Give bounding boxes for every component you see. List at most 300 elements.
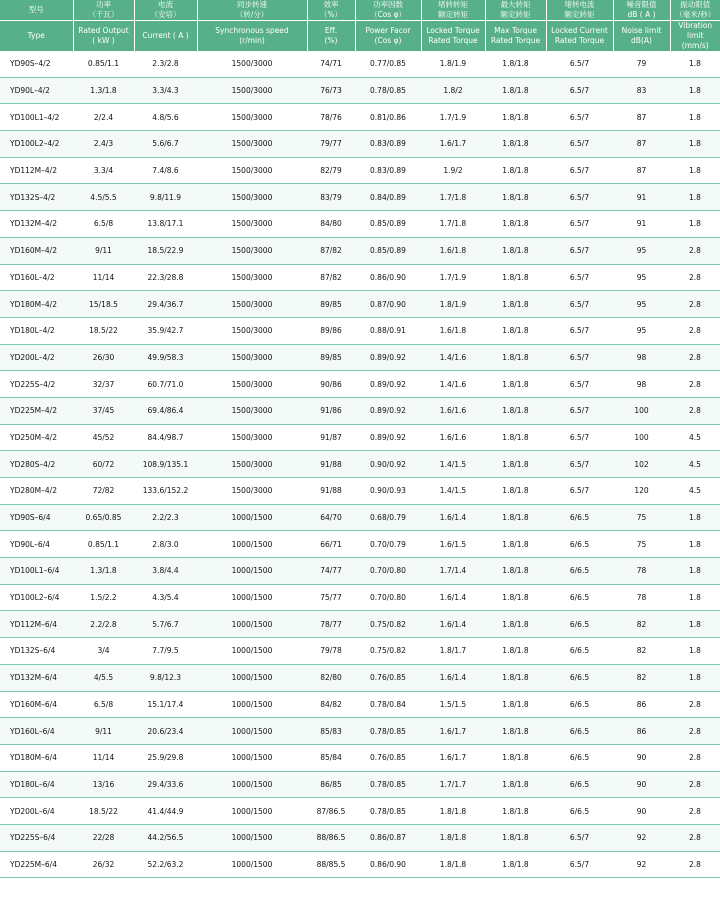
cell-type: YD200L–6/4 (0, 798, 73, 825)
header-locked-current-en: Locked Current Rated Torque (546, 21, 613, 52)
table-row (0, 611, 720, 638)
cell-efficiency: 89/85 (307, 344, 355, 371)
cell-vibration: 2.8 (670, 291, 720, 318)
cell-locked-current: 6.5/7 (546, 237, 613, 264)
cell-locked-current: 6.5/7 (546, 851, 613, 878)
cell-efficiency: 90/86 (307, 371, 355, 398)
cell-efficiency: 76/73 (307, 77, 355, 104)
cell-speed: 1000/1500 (197, 824, 307, 851)
cell-current: 9.8/12.3 (134, 664, 197, 691)
cell-type: YD132M–6/4 (0, 664, 73, 691)
cell-current: 2.8/3.0 (134, 531, 197, 558)
header-vibration-en: Vibration limit (mm/s) (670, 21, 720, 52)
cell-speed: 1500/3000 (197, 184, 307, 211)
cell-locked-current: 6/6.5 (546, 664, 613, 691)
cell-locked-current: 6.5/7 (546, 264, 613, 291)
cell-power-factor: 0.88/0.91 (355, 317, 421, 344)
cell-rated-output: 1.5/2.2 (73, 584, 134, 611)
cell-vibration: 1.8 (670, 531, 720, 558)
cell-vibration: 1.8 (670, 157, 720, 184)
table-row (0, 237, 720, 264)
cell-power-factor: 0.81/0.86 (355, 104, 421, 131)
cell-efficiency: 78/76 (307, 104, 355, 131)
cell-speed: 1500/3000 (197, 478, 307, 505)
table-row (0, 317, 720, 344)
cell-rated-output: 0.65/0.85 (73, 504, 134, 531)
cell-locked-torque: 1.6/1.7 (421, 744, 485, 771)
cell-current: 2.3/2.8 (134, 51, 197, 77)
header-power-factor-cn: 功率因数 （Cos φ） (355, 0, 421, 21)
cell-current: 60.7/71.0 (134, 371, 197, 398)
cell-speed: 1000/1500 (197, 851, 307, 878)
cell-locked-torque: 1.7/1.8 (421, 211, 485, 238)
cell-locked-current: 6.5/7 (546, 104, 613, 131)
cell-type: YD132S–6/4 (0, 638, 73, 665)
cell-power-factor: 0.85/0.89 (355, 237, 421, 264)
cell-noise: 82 (613, 611, 670, 638)
table-row (0, 131, 720, 158)
cell-speed: 1500/3000 (197, 51, 307, 77)
cell-vibration: 1.8 (670, 104, 720, 131)
cell-max-torque: 1.8/1.8 (485, 851, 546, 878)
cell-current: 29.4/33.6 (134, 771, 197, 798)
cell-locked-torque: 1.6/1.5 (421, 531, 485, 558)
cell-locked-torque: 1.4/1.5 (421, 451, 485, 478)
cell-type: YD160M–4/2 (0, 237, 73, 264)
cell-type: YD160L–6/4 (0, 718, 73, 745)
cell-power-factor: 0.76/0.85 (355, 664, 421, 691)
cell-locked-torque: 1.6/1.4 (421, 504, 485, 531)
table-row (0, 291, 720, 318)
cell-current: 29.4/36.7 (134, 291, 197, 318)
cell-noise: 82 (613, 638, 670, 665)
cell-current: 41.4/44.9 (134, 798, 197, 825)
cell-current: 84.4/98.7 (134, 424, 197, 451)
cell-max-torque: 1.8/1.8 (485, 104, 546, 131)
cell-speed: 1500/3000 (197, 264, 307, 291)
cell-vibration: 2.8 (670, 851, 720, 878)
cell-efficiency: 91/86 (307, 397, 355, 424)
cell-locked-torque: 1.6/1.6 (421, 397, 485, 424)
cell-max-torque: 1.8/1.8 (485, 771, 546, 798)
cell-locked-torque: 1.6/1.4 (421, 611, 485, 638)
cell-noise: 100 (613, 424, 670, 451)
cell-speed: 1500/3000 (197, 211, 307, 238)
cell-vibration: 2.8 (670, 691, 720, 718)
cell-current: 44.2/56.5 (134, 824, 197, 851)
cell-rated-output: 11/14 (73, 264, 134, 291)
cell-noise: 95 (613, 291, 670, 318)
cell-speed: 1000/1500 (197, 718, 307, 745)
cell-rated-output: 1.3/1.8 (73, 558, 134, 585)
cell-vibration: 2.8 (670, 317, 720, 344)
cell-vibration: 2.8 (670, 798, 720, 825)
cell-locked-current: 6.5/7 (546, 344, 613, 371)
cell-noise: 83 (613, 77, 670, 104)
cell-type: YD225M–4/2 (0, 397, 73, 424)
cell-efficiency: 85/84 (307, 744, 355, 771)
cell-efficiency: 88/85.5 (307, 851, 355, 878)
header-type-en: Type (0, 21, 73, 52)
cell-noise: 86 (613, 691, 670, 718)
cell-efficiency: 91/87 (307, 424, 355, 451)
table-row (0, 184, 720, 211)
cell-current: 108.9/135.1 (134, 451, 197, 478)
cell-rated-output: 0.85/1.1 (73, 51, 134, 77)
header-speed-en: Synchronous speed (r/min) (197, 21, 307, 52)
cell-type: YD180M–6/4 (0, 744, 73, 771)
cell-power-factor: 0.86/0.90 (355, 851, 421, 878)
cell-vibration: 2.8 (670, 371, 720, 398)
cell-efficiency: 82/80 (307, 664, 355, 691)
cell-max-torque: 1.8/1.8 (485, 291, 546, 318)
cell-locked-torque: 1.7/1.4 (421, 558, 485, 585)
cell-noise: 78 (613, 558, 670, 585)
cell-rated-output: 3/4 (73, 638, 134, 665)
cell-type: YD90L–6/4 (0, 531, 73, 558)
cell-noise: 92 (613, 824, 670, 851)
cell-power-factor: 0.83/0.89 (355, 157, 421, 184)
cell-max-torque: 1.8/1.8 (485, 51, 546, 77)
cell-power-factor: 0.77/0.85 (355, 51, 421, 77)
cell-type: YD180L–6/4 (0, 771, 73, 798)
cell-rated-output: 37/45 (73, 397, 134, 424)
cell-max-torque: 1.8/1.8 (485, 424, 546, 451)
cell-vibration: 4.5 (670, 451, 720, 478)
cell-efficiency: 78/77 (307, 611, 355, 638)
cell-rated-output: 9/11 (73, 237, 134, 264)
cell-type: YD280S–4/2 (0, 451, 73, 478)
cell-vibration: 1.8 (670, 558, 720, 585)
cell-power-factor: 0.90/0.93 (355, 478, 421, 505)
cell-vibration: 4.5 (670, 478, 720, 505)
cell-locked-current: 6.5/7 (546, 478, 613, 505)
cell-locked-current: 6.5/7 (546, 51, 613, 77)
table-header (0, 0, 720, 51)
table-row (0, 664, 720, 691)
cell-locked-current: 6.5/7 (546, 291, 613, 318)
cell-speed: 1500/3000 (197, 157, 307, 184)
cell-efficiency: 74/77 (307, 558, 355, 585)
cell-noise: 95 (613, 317, 670, 344)
cell-efficiency: 85/83 (307, 718, 355, 745)
header-current-en: Current ( A ) (134, 21, 197, 52)
cell-power-factor: 0.78/0.85 (355, 798, 421, 825)
cell-locked-current: 6.5/7 (546, 397, 613, 424)
cell-current: 13.8/17.1 (134, 211, 197, 238)
cell-max-torque: 1.8/1.8 (485, 478, 546, 505)
cell-max-torque: 1.8/1.8 (485, 344, 546, 371)
cell-locked-torque: 1.8/1.8 (421, 851, 485, 878)
cell-current: 20.6/23.4 (134, 718, 197, 745)
cell-locked-current: 6.5/7 (546, 211, 613, 238)
cell-power-factor: 0.85/0.89 (355, 211, 421, 238)
cell-efficiency: 79/77 (307, 131, 355, 158)
cell-noise: 75 (613, 504, 670, 531)
header-locked-current-cn: 堵转电流 额定转矩 (546, 0, 613, 21)
cell-vibration: 1.8 (670, 638, 720, 665)
cell-locked-torque: 1.7/1.8 (421, 184, 485, 211)
cell-locked-torque: 1.4/1.6 (421, 371, 485, 398)
cell-vibration: 1.8 (670, 211, 720, 238)
cell-noise: 91 (613, 184, 670, 211)
cell-locked-torque: 1.6/1.4 (421, 584, 485, 611)
cell-vibration: 1.8 (670, 131, 720, 158)
cell-max-torque: 1.8/1.8 (485, 397, 546, 424)
cell-type: YD90S–6/4 (0, 504, 73, 531)
cell-efficiency: 84/82 (307, 691, 355, 718)
header-efficiency-cn: 效率 （%） (307, 0, 355, 21)
cell-locked-torque: 1.6/1.4 (421, 664, 485, 691)
cell-efficiency: 86/85 (307, 771, 355, 798)
cell-vibration: 1.8 (670, 664, 720, 691)
cell-vibration: 2.8 (670, 344, 720, 371)
cell-locked-current: 6.5/7 (546, 451, 613, 478)
cell-noise: 91 (613, 211, 670, 238)
cell-noise: 120 (613, 478, 670, 505)
cell-locked-current: 6.5/7 (546, 317, 613, 344)
header-type-cn: 型号 (0, 0, 73, 21)
cell-current: 15.1/17.4 (134, 691, 197, 718)
cell-max-torque: 1.8/1.8 (485, 264, 546, 291)
cell-efficiency: 64/70 (307, 504, 355, 531)
cell-type: YD160L–4/2 (0, 264, 73, 291)
cell-type: YD225S–4/2 (0, 371, 73, 398)
cell-vibration: 1.8 (670, 184, 720, 211)
cell-vibration: 2.8 (670, 237, 720, 264)
cell-rated-output: 4/5.5 (73, 664, 134, 691)
cell-rated-output: 18.5/22 (73, 798, 134, 825)
cell-type: YD90L–4/2 (0, 77, 73, 104)
cell-max-torque: 1.8/1.8 (485, 77, 546, 104)
cell-locked-current: 6.5/7 (546, 157, 613, 184)
cell-rated-output: 6.5/8 (73, 691, 134, 718)
cell-power-factor: 0.70/0.80 (355, 558, 421, 585)
cell-vibration: 2.8 (670, 771, 720, 798)
cell-current: 2.2/2.3 (134, 504, 197, 531)
cell-vibration: 1.8 (670, 611, 720, 638)
header-vibration-cn: 振动限值 （毫米/秒） (670, 0, 720, 21)
cell-noise: 87 (613, 157, 670, 184)
cell-locked-current: 6/6.5 (546, 744, 613, 771)
cell-max-torque: 1.8/1.8 (485, 638, 546, 665)
cell-max-torque: 1.8/1.8 (485, 504, 546, 531)
cell-type: YD132S–4/2 (0, 184, 73, 211)
cell-locked-torque: 1.9/2 (421, 157, 485, 184)
cell-efficiency: 87/86.5 (307, 798, 355, 825)
cell-rated-output: 2/2.4 (73, 104, 134, 131)
cell-current: 69.4/86.4 (134, 397, 197, 424)
table-row (0, 771, 720, 798)
header-max-torque-en: Max Torque Rated Torque (485, 21, 546, 52)
cell-locked-torque: 1.6/1.8 (421, 317, 485, 344)
cell-speed: 1000/1500 (197, 504, 307, 531)
cell-efficiency: 74/71 (307, 51, 355, 77)
cell-current: 52.2/63.2 (134, 851, 197, 878)
table-row (0, 157, 720, 184)
table-row (0, 718, 720, 745)
cell-locked-torque: 1.8/1.8 (421, 798, 485, 825)
cell-speed: 1000/1500 (197, 638, 307, 665)
cell-speed: 1000/1500 (197, 771, 307, 798)
cell-current: 4.3/5.4 (134, 584, 197, 611)
cell-power-factor: 0.84/0.89 (355, 184, 421, 211)
cell-locked-torque: 1.4/1.5 (421, 478, 485, 505)
cell-power-factor: 0.78/0.85 (355, 77, 421, 104)
cell-noise: 95 (613, 237, 670, 264)
table-row (0, 104, 720, 131)
cell-locked-torque: 1.4/1.6 (421, 344, 485, 371)
cell-current: 5.7/6.7 (134, 611, 197, 638)
cell-max-torque: 1.8/1.8 (485, 317, 546, 344)
cell-noise: 87 (613, 104, 670, 131)
cell-vibration: 1.8 (670, 77, 720, 104)
table-row (0, 478, 720, 505)
cell-power-factor: 0.89/0.92 (355, 397, 421, 424)
cell-locked-torque: 1.8/1.7 (421, 638, 485, 665)
cell-max-torque: 1.8/1.8 (485, 131, 546, 158)
cell-current: 4.8/5.6 (134, 104, 197, 131)
table-row (0, 51, 720, 77)
cell-current: 18.5/22.9 (134, 237, 197, 264)
table-row (0, 504, 720, 531)
cell-speed: 1000/1500 (197, 611, 307, 638)
cell-type: YD132M–4/2 (0, 211, 73, 238)
header-noise-cn: 噪音限值 dB ( A ) (613, 0, 670, 21)
cell-locked-current: 6/6.5 (546, 771, 613, 798)
table-row (0, 638, 720, 665)
cell-locked-current: 6/6.5 (546, 558, 613, 585)
cell-noise: 98 (613, 344, 670, 371)
cell-speed: 1500/3000 (197, 77, 307, 104)
cell-rated-output: 45/52 (73, 424, 134, 451)
cell-speed: 1000/1500 (197, 584, 307, 611)
cell-current: 22.3/28.8 (134, 264, 197, 291)
table-row (0, 798, 720, 825)
cell-speed: 1000/1500 (197, 664, 307, 691)
cell-max-torque: 1.8/1.8 (485, 237, 546, 264)
table-row (0, 77, 720, 104)
cell-locked-torque: 1.6/1.8 (421, 237, 485, 264)
cell-efficiency: 91/88 (307, 451, 355, 478)
cell-max-torque: 1.8/1.8 (485, 211, 546, 238)
cell-noise: 102 (613, 451, 670, 478)
cell-speed: 1500/3000 (197, 451, 307, 478)
cell-max-torque: 1.8/1.8 (485, 664, 546, 691)
cell-type: YD112M–4/2 (0, 157, 73, 184)
cell-type: YD100L1–6/4 (0, 558, 73, 585)
cell-noise: 86 (613, 718, 670, 745)
header-efficiency-en: Eff. (%) (307, 21, 355, 52)
cell-rated-output: 15/18.5 (73, 291, 134, 318)
cell-rated-output: 1.3/1.8 (73, 77, 134, 104)
cell-noise: 90 (613, 771, 670, 798)
cell-noise: 90 (613, 744, 670, 771)
cell-efficiency: 91/88 (307, 478, 355, 505)
cell-rated-output: 18.5/22 (73, 317, 134, 344)
cell-max-torque: 1.8/1.8 (485, 744, 546, 771)
header-speed-cn: 同步转速 （转/分） (197, 0, 307, 21)
cell-locked-current: 6/6.5 (546, 638, 613, 665)
cell-type: YD200L–4/2 (0, 344, 73, 371)
cell-rated-output: 9/11 (73, 718, 134, 745)
cell-locked-torque: 1.8/1.9 (421, 51, 485, 77)
cell-current: 9.8/11.9 (134, 184, 197, 211)
cell-efficiency: 89/85 (307, 291, 355, 318)
cell-vibration: 4.5 (670, 424, 720, 451)
table-row (0, 344, 720, 371)
cell-rated-output: 22/28 (73, 824, 134, 851)
cell-current: 3.8/4.4 (134, 558, 197, 585)
cell-noise: 78 (613, 584, 670, 611)
cell-max-torque: 1.8/1.8 (485, 798, 546, 825)
header-current-cn: 电流 （安培） (134, 0, 197, 21)
cell-noise: 95 (613, 264, 670, 291)
cell-locked-current: 6/6.5 (546, 504, 613, 531)
cell-max-torque: 1.8/1.8 (485, 558, 546, 585)
cell-max-torque: 1.8/1.8 (485, 531, 546, 558)
cell-type: YD100L2–6/4 (0, 584, 73, 611)
cell-efficiency: 82/79 (307, 157, 355, 184)
cell-power-factor: 0.75/0.82 (355, 611, 421, 638)
cell-efficiency: 84/80 (307, 211, 355, 238)
cell-current: 25.9/29.8 (134, 744, 197, 771)
cell-locked-current: 6.5/7 (546, 824, 613, 851)
table-row (0, 397, 720, 424)
cell-current: 49.9/58.3 (134, 344, 197, 371)
cell-locked-torque: 1.6/1.7 (421, 718, 485, 745)
cell-max-torque: 1.8/1.8 (485, 157, 546, 184)
cell-power-factor: 0.70/0.80 (355, 584, 421, 611)
cell-rated-output: 13/16 (73, 771, 134, 798)
table-row (0, 424, 720, 451)
cell-noise: 87 (613, 131, 670, 158)
header-locked-torque-en: Locked Torque Rated Torque (421, 21, 485, 52)
cell-type: YD100L1–4/2 (0, 104, 73, 131)
cell-noise: 92 (613, 851, 670, 878)
cell-power-factor: 0.83/0.89 (355, 131, 421, 158)
cell-speed: 1000/1500 (197, 744, 307, 771)
cell-locked-current: 6/6.5 (546, 718, 613, 745)
cell-locked-current: 6/6.5 (546, 691, 613, 718)
cell-vibration: 1.8 (670, 584, 720, 611)
cell-power-factor: 0.89/0.92 (355, 371, 421, 398)
header-locked-torque-cn: 堵转转矩 额定转矩 (421, 0, 485, 21)
table-row (0, 531, 720, 558)
cell-rated-output: 60/72 (73, 451, 134, 478)
cell-speed: 1000/1500 (197, 558, 307, 585)
cell-power-factor: 0.89/0.92 (355, 424, 421, 451)
cell-rated-output: 0.85/1.1 (73, 531, 134, 558)
cell-speed: 1500/3000 (197, 131, 307, 158)
cell-type: YD112M–6/4 (0, 611, 73, 638)
cell-current: 3.3/4.3 (134, 77, 197, 104)
table-row (0, 451, 720, 478)
header-rated-output-en: Rated Output ( kW ) (73, 21, 134, 52)
cell-speed: 1500/3000 (197, 424, 307, 451)
cell-power-factor: 0.78/0.85 (355, 718, 421, 745)
cell-power-factor: 0.87/0.90 (355, 291, 421, 318)
table-row (0, 264, 720, 291)
cell-vibration: 2.8 (670, 824, 720, 851)
cell-vibration: 2.8 (670, 264, 720, 291)
cell-vibration: 2.8 (670, 397, 720, 424)
cell-locked-current: 6/6.5 (546, 611, 613, 638)
cell-efficiency: 87/82 (307, 264, 355, 291)
cell-efficiency: 83/79 (307, 184, 355, 211)
cell-locked-torque: 1.8/1.9 (421, 291, 485, 318)
cell-rated-output: 26/32 (73, 851, 134, 878)
